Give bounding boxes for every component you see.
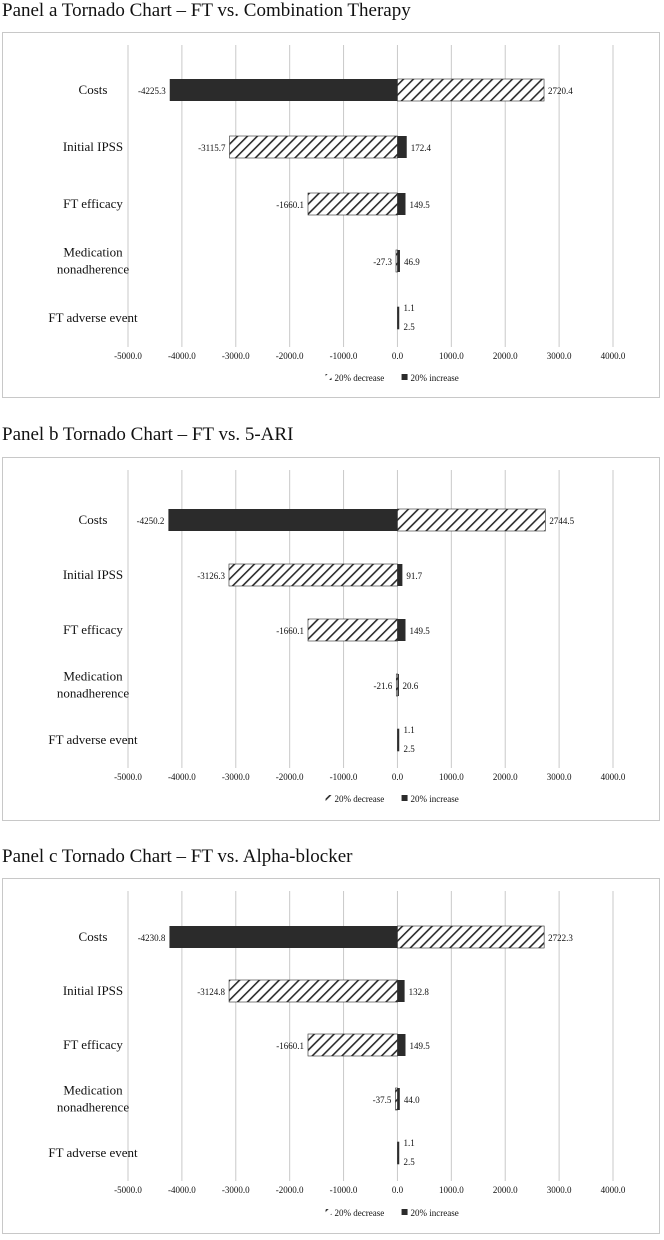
legend	[326, 794, 459, 804]
data-label: 2.5	[403, 744, 415, 754]
bar-decrease	[397, 926, 544, 948]
legend-label: 20% decrease	[334, 1208, 385, 1218]
category-label: Medication nonadherence	[56, 1082, 130, 1115]
bar-increase	[170, 79, 398, 101]
category-label: Costs	[78, 929, 108, 944]
tornado-chart-c	[3, 879, 659, 1233]
bar-increase	[397, 1142, 399, 1164]
bar-increase	[397, 250, 400, 272]
bar-decrease	[308, 193, 397, 215]
panel-c-title: Panel c Tornado Chart – FT vs. Alpha-blocker	[2, 846, 353, 867]
bar-decrease	[308, 619, 397, 641]
data-label: 2722.3	[548, 933, 573, 943]
x-tick-label: 4000.0	[600, 1185, 626, 1195]
data-label: 132.8	[408, 987, 429, 997]
data-label: 46.9	[403, 257, 420, 267]
category-label: Initial IPSS	[62, 139, 124, 154]
legend-swatch-decrease	[326, 1209, 332, 1215]
data-label: -3126.3	[197, 571, 225, 581]
x-tick-label: 0.0	[391, 772, 404, 782]
legend	[326, 1208, 459, 1218]
x-tick-label: -2000.0	[275, 1185, 304, 1195]
tornado-chart-b	[3, 458, 659, 820]
category-label: FT efficacy	[63, 196, 123, 211]
data-label: -1660.1	[276, 626, 304, 636]
category-label: Medication nonadherence	[56, 244, 130, 277]
bar-decrease	[397, 79, 544, 101]
legend-label: 20% increase	[410, 794, 459, 804]
bar-increase	[397, 136, 406, 158]
data-label: 172.4	[410, 143, 431, 153]
bar-increase	[397, 1034, 405, 1056]
panel-b-chart	[2, 457, 660, 821]
x-tick-label: -5000.0	[114, 772, 142, 782]
bar-increase	[169, 926, 397, 948]
data-label: -21.6	[373, 681, 393, 691]
data-label: -4250.2	[136, 516, 165, 526]
data-label: 2.5	[403, 322, 415, 332]
x-tick-label: 3000.0	[546, 772, 572, 782]
x-tick-label: 1000.0	[438, 1185, 464, 1195]
data-label: -37.5	[372, 1095, 392, 1105]
bar-increase	[397, 674, 399, 696]
bar-increase	[168, 509, 397, 531]
panel-b-title: Panel b Tornado Chart – FT vs. 5-ARI	[2, 424, 294, 445]
data-label: 44.0	[403, 1095, 420, 1105]
panel-c-chart	[2, 878, 660, 1234]
category-label: FT adverse event	[48, 310, 138, 325]
x-tick-label: -2000.0	[275, 351, 304, 361]
bar-increase	[397, 193, 405, 215]
data-label: -1660.1	[276, 200, 304, 210]
x-tick-label: -3000.0	[221, 772, 250, 782]
category-label: FT adverse event	[48, 732, 138, 747]
bar-increase	[397, 619, 405, 641]
data-label: 149.5	[409, 200, 430, 210]
legend-swatch-decrease	[326, 374, 332, 380]
data-label: -4230.8	[137, 933, 166, 943]
x-tick-label: -1000.0	[329, 772, 358, 782]
category-label: FT efficacy	[63, 1037, 123, 1052]
legend-label: 20% increase	[410, 373, 459, 383]
bar-increase	[397, 1088, 399, 1110]
x-tick-label: -4000.0	[168, 772, 196, 782]
x-tick-label: 4000.0	[600, 772, 626, 782]
data-label: 20.6	[402, 681, 419, 691]
category-label: FT efficacy	[63, 622, 123, 637]
x-tick-label: -5000.0	[114, 351, 142, 361]
x-tick-label: 3000.0	[546, 1185, 572, 1195]
data-label: 1.1	[403, 725, 415, 735]
x-tick-label: 2000.0	[492, 351, 518, 361]
data-label: -3124.8	[197, 987, 226, 997]
data-label: 1.1	[403, 303, 415, 313]
panel-a-title: Panel a Tornado Chart – FT vs. Combination Therapy	[2, 0, 411, 21]
legend-swatch-decrease	[326, 795, 332, 801]
x-tick-label: -4000.0	[168, 1185, 196, 1195]
data-label: -4225.3	[137, 86, 166, 96]
x-tick-label: 1000.0	[438, 772, 464, 782]
data-label: -3115.7	[198, 143, 226, 153]
x-tick-label: -5000.0	[114, 1185, 142, 1195]
x-tick-label: -3000.0	[221, 1185, 250, 1195]
legend-swatch-increase	[402, 374, 408, 380]
bar-increase	[397, 980, 404, 1002]
legend-label: 20% increase	[410, 1208, 459, 1218]
bar-decrease	[229, 980, 397, 1002]
data-label: -1660.1	[276, 1041, 304, 1051]
data-label: 149.5	[409, 1041, 430, 1051]
x-tick-label: -4000.0	[168, 351, 196, 361]
bar-decrease	[230, 136, 398, 158]
category-label: Costs	[78, 82, 108, 97]
x-tick-label: 2000.0	[492, 1185, 518, 1195]
category-label: Costs	[78, 512, 108, 527]
x-tick-label: -2000.0	[275, 772, 304, 782]
bar-increase	[397, 564, 402, 586]
data-label: -27.3	[373, 257, 392, 267]
bar-decrease	[308, 1034, 397, 1056]
x-tick-label: -1000.0	[329, 351, 358, 361]
data-label: 2744.5	[549, 516, 575, 526]
bar-decrease	[229, 564, 397, 586]
panel-a-chart	[2, 32, 660, 398]
data-label: 2.5	[403, 1157, 415, 1167]
legend	[326, 373, 459, 383]
data-label: 91.7	[406, 571, 423, 581]
bar-increase	[397, 729, 399, 751]
data-label: 1.1	[403, 1138, 415, 1148]
x-tick-label: 4000.0	[600, 351, 626, 361]
legend-swatch-increase	[402, 795, 408, 801]
x-tick-label: 2000.0	[492, 772, 518, 782]
bar-decrease	[395, 1088, 397, 1110]
x-tick-label: -3000.0	[221, 351, 250, 361]
x-tick-label: 3000.0	[546, 351, 572, 361]
legend-swatch-increase	[402, 1209, 408, 1215]
tornado-chart-a	[3, 33, 659, 397]
x-tick-label: 0.0	[391, 351, 404, 361]
legend-label: 20% decrease	[334, 794, 385, 804]
legend-label: 20% decrease	[334, 373, 385, 383]
bar-decrease	[397, 509, 545, 531]
category-label: Initial IPSS	[62, 983, 124, 998]
bar-increase	[397, 307, 399, 329]
x-tick-label: 1000.0	[438, 351, 464, 361]
data-label: 2720.4	[548, 86, 573, 96]
category-label: Initial IPSS	[62, 567, 124, 582]
x-tick-label: -1000.0	[329, 1185, 358, 1195]
bar-decrease	[396, 250, 398, 272]
category-label: Medication nonadherence	[56, 668, 130, 701]
x-tick-label: 0.0	[391, 1185, 404, 1195]
category-label: FT adverse event	[48, 1145, 138, 1160]
data-label: 149.5	[409, 626, 430, 636]
